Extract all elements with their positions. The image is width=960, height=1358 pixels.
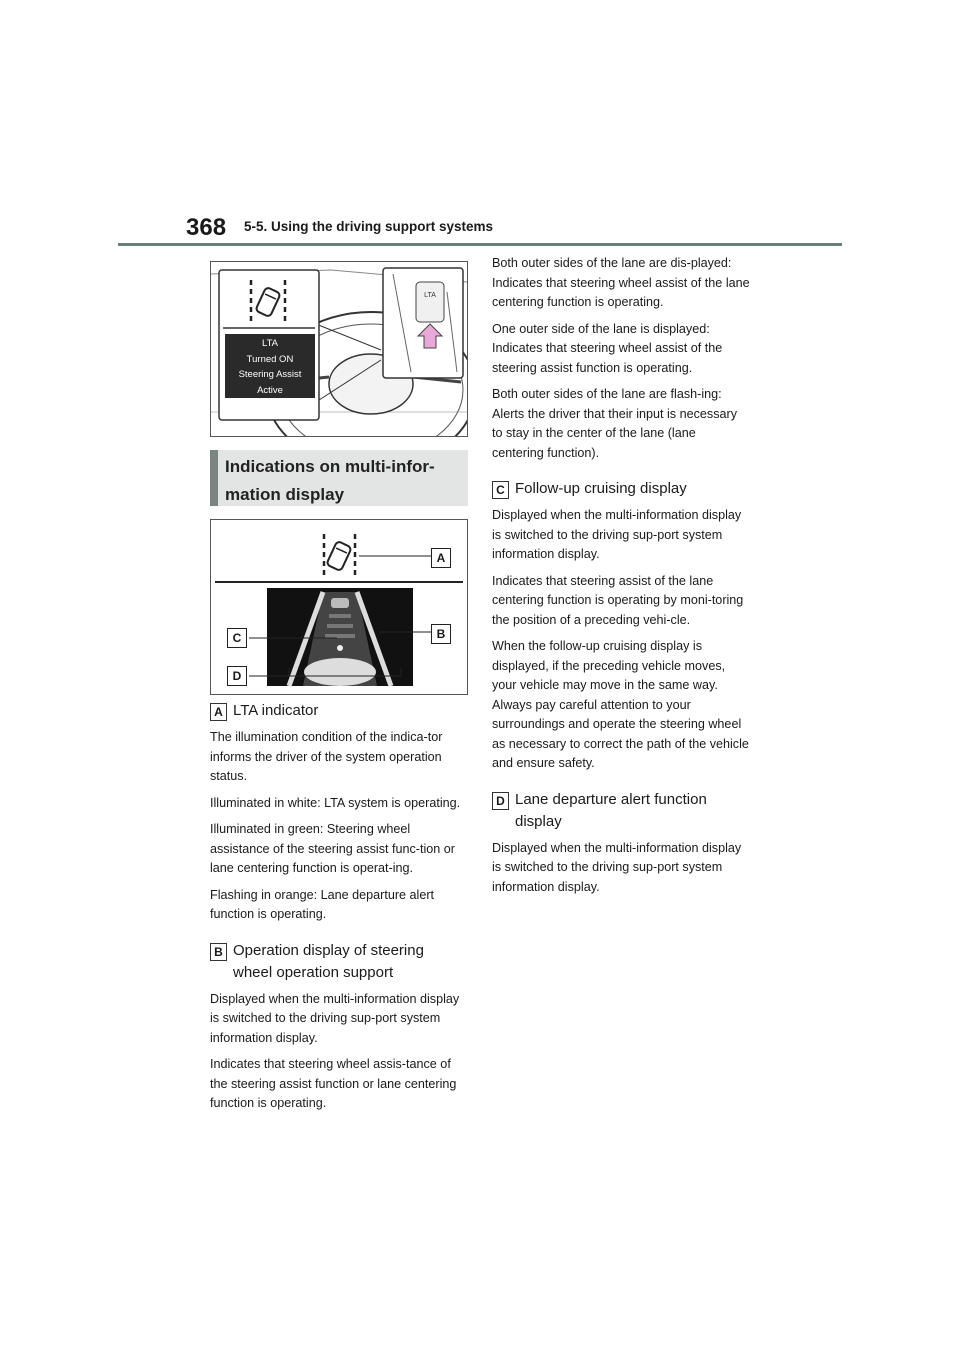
item-c-paragraph: Indicates that steering assist of the lane centering function is operating by moni-toring the position of a preceding vehi-cle. [492, 573, 744, 627]
screen-line: LTA [261, 338, 278, 349]
callout-d: D [227, 666, 247, 686]
screen-line: Turned ON [246, 353, 294, 365]
heading-line: mation display [225, 485, 345, 504]
item-a-paragraph: Illuminated in white: LTA system is operating. [210, 795, 461, 810]
title-line: display [515, 812, 562, 830]
item-b-paragraph: One outer side of the lane is displayed: Indicates that steering wheel assist of the steering assist function is operating. [492, 321, 723, 375]
page-number: 368 [186, 214, 227, 241]
lta-button-glyph: LTA [424, 292, 436, 299]
heading-text [218, 450, 468, 509]
item-c-title: Follow-up cruising display [515, 480, 687, 497]
item-b-paragraph: Both outer sides of the lane are dis-played: Indicates that steering wheel assist of the lane centering function is operating. [492, 256, 750, 309]
title-line: Operation display of steering [233, 941, 424, 959]
heading-line: Indications on multi-infor- [225, 457, 435, 476]
callout-c: C [227, 628, 247, 648]
item-b-paragraph: Displayed when the multi-information display is switched to the driving sup-port system information display. [210, 991, 460, 1045]
screen-line: Active [257, 384, 283, 396]
item-a-paragraph: The illumination condition of the indica-tor informs the driver of the system operation status. [210, 730, 443, 783]
item-a-paragraph: Illuminated in green: Steering wheel assistance of the steering assist func-tion or lane centering function is operat-ing. [210, 822, 456, 875]
item-c-paragraph: Displayed when the multi-information display is switched to the driving sup-port system information display. [492, 508, 742, 561]
left-column [210, 700, 468, 1121]
right-column [492, 254, 750, 904]
item-b-heading [210, 940, 468, 984]
callout-a: A [431, 548, 451, 568]
item-d-heading [492, 789, 750, 833]
item-b-paragraph: Indicates that steering wheel assis-tance of the steering assist function or lane centering function is operating. [210, 1057, 457, 1110]
section-heading [210, 450, 468, 506]
header-rule [118, 243, 842, 246]
item-b-title [233, 940, 424, 984]
item-d-paragraph: Displayed when the multi-information display is switched to the driving sup-port system information display. [492, 840, 742, 894]
lta-screen-text [225, 334, 315, 400]
item-a-paragraph: Flashing in orange: Lane departure alert function is operating. [210, 887, 435, 921]
callout-b: B [431, 624, 451, 644]
item-d-title [515, 789, 707, 833]
badge-a: A [210, 703, 227, 721]
badge-b: B [210, 943, 227, 961]
item-c-paragraph: When the follow-up cruising display is displayed, if the preceding vehicle moves, your vehicle may move in the same way. Always pay careful attention to your surroundings and operate the steering wheel as necessary to correct the path of the vehicle and ensure safety. [492, 639, 749, 770]
item-c-heading [492, 478, 750, 500]
item-a-title: LTA indicator [233, 702, 319, 719]
multi-information-display-illustration [210, 519, 468, 695]
badge-d: D [492, 792, 509, 810]
screen-line: Steering Assist [238, 369, 302, 380]
steering-wheel-illustration [210, 261, 468, 437]
section-title: 5-5. Using the driving support systems [244, 219, 494, 234]
item-a-heading [210, 700, 468, 722]
title-line: wheel operation support [233, 963, 394, 981]
badge-c: C [492, 481, 509, 499]
item-b-paragraph: Both outer sides of the lane are flash-ing: Alerts the driver that their input is necessary to stay in the center of the lane (lane centering function). [492, 387, 737, 460]
title-line: Lane departure alert function [515, 790, 707, 808]
